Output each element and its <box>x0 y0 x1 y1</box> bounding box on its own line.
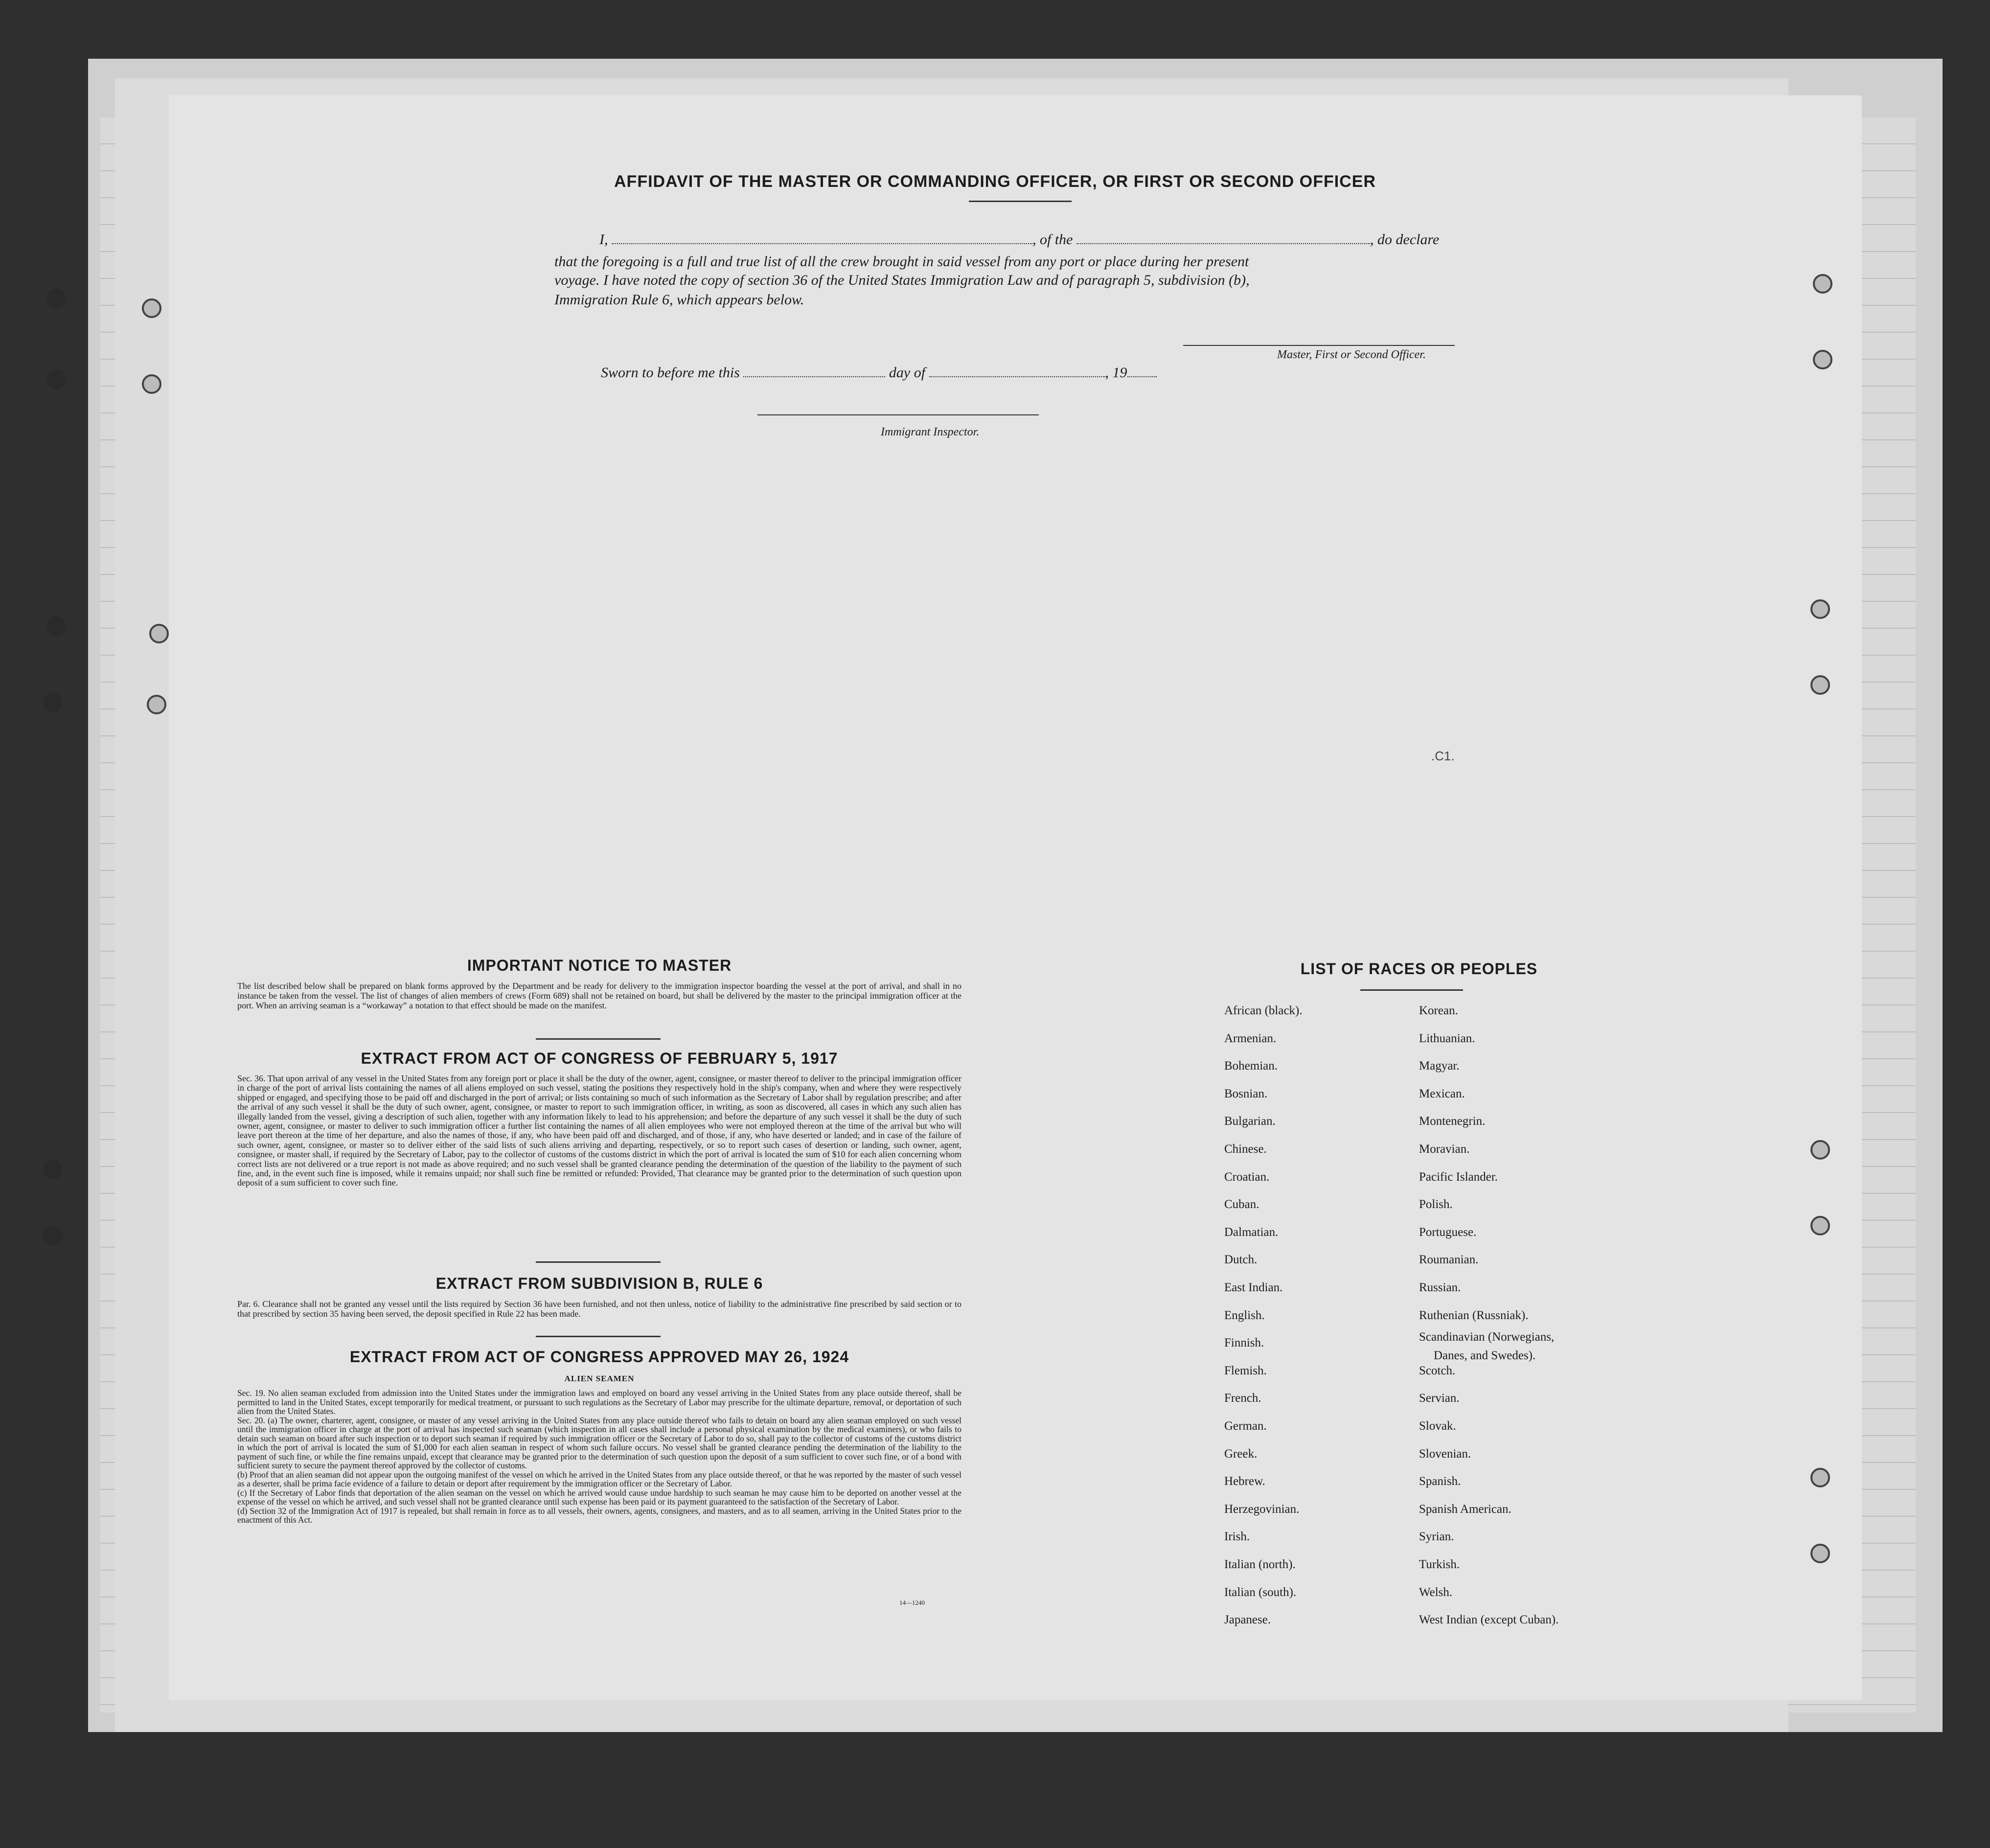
race-item: Lithuanian. <box>1419 1031 1475 1045</box>
form-number: 14—1240 <box>899 1599 925 1606</box>
race-item: Russian. <box>1419 1281 1461 1294</box>
race-item: Cuban. <box>1224 1198 1259 1211</box>
punch-hole <box>1810 1544 1830 1563</box>
punch-hole <box>1810 599 1830 619</box>
section-divider <box>536 1336 661 1337</box>
punch-hole <box>149 624 169 643</box>
affidavit-line-4: Immigration Rule 6, which appears below. <box>554 292 804 308</box>
race-item: Slovak. <box>1419 1419 1456 1433</box>
race-item: French. <box>1224 1392 1261 1405</box>
race-item: Welsh. <box>1419 1585 1453 1599</box>
race-item: Ruthenian (Russniak). <box>1419 1308 1529 1322</box>
race-item: Irish. <box>1224 1530 1250 1544</box>
race-item: Greek. <box>1224 1447 1258 1460</box>
race-item: Italian (north). <box>1224 1558 1296 1571</box>
vessel-blank[interactable] <box>1076 231 1370 244</box>
inspector-signature-line[interactable] <box>757 414 1039 415</box>
race-item: Polish. <box>1419 1198 1453 1211</box>
race-item: Flemish. <box>1224 1364 1267 1377</box>
race-item: Danes, and Swedes). <box>1434 1349 1536 1363</box>
sec-20c-paragraph: (c) If the Secretary of Labor finds that deportation of the alien seaman on the vessel on which he arrived would cause undue hardship to such seaman he may cause him to be deported on another vessel at the expense of the vessel on which he arrived, and such vessel shall not be granted clearance until such expense has been paid or its payment guaranteed to the satisfaction of the Secretary of Labor. <box>237 1487 961 1506</box>
name-blank[interactable] <box>612 231 1032 244</box>
race-item: Dutch. <box>1224 1253 1258 1267</box>
inspector-signature-label: Immigrant Inspector. <box>881 426 980 438</box>
extract-1924-title: EXTRACT FROM ACT OF CONGRESS APPROVED MAY 26, 1924 <box>349 1348 849 1366</box>
alien-seamen-subtitle: ALIEN SEAMEN <box>564 1374 635 1383</box>
punch-hole <box>142 298 161 318</box>
sec-20d-paragraph: (d) Section 32 of the Immigration Act of 1917 is repealed, but shall remain in force as to all vessels, their owners, agents, consignees, and masters, and as to all seamen, arriving in the United States prior to the enactment of this Act. <box>237 1506 961 1525</box>
race-item: Chinese. <box>1224 1142 1267 1156</box>
punch-hole <box>1813 274 1832 294</box>
race-item: Dalmatian. <box>1224 1225 1279 1239</box>
race-item: Spanish American. <box>1419 1502 1511 1516</box>
race-item: Roumanian. <box>1419 1253 1479 1267</box>
extract-rule6-title: EXTRACT FROM SUBDIVISION B, RULE 6 <box>435 1275 763 1292</box>
punch-hole <box>1813 350 1832 369</box>
sworn-year-blank[interactable] <box>1127 365 1157 377</box>
race-item: Japanese. <box>1224 1613 1271 1627</box>
race-item: African (black). <box>1224 1004 1303 1017</box>
races-title: LIST OF RACES OR PEOPLES <box>1300 960 1538 978</box>
affidavit-line-2: that the foregoing is a full and true list of all the crew brought in said vessel from any port or place during her present <box>554 253 1249 270</box>
race-item: Spanish. <box>1419 1475 1461 1488</box>
master-signature-line[interactable] <box>1183 345 1455 346</box>
race-item: English. <box>1224 1308 1265 1322</box>
race-item: East Indian. <box>1224 1281 1283 1294</box>
race-item: Turkish. <box>1419 1558 1460 1571</box>
extract-rule6-text: Par. 6. Clearance shall not be granted any vessel until the lists required by Section 36 have been furnished, and not then unless, notice of liability to the administrative fine prescribed by said section or to that prescribed by section 35 having been served, the deposit specified in Rule 22 has been made. <box>237 1299 961 1319</box>
notice-title: IMPORTANT NOTICE TO MASTER <box>467 957 732 974</box>
race-item: Scandinavian (Norwegians, <box>1419 1330 1555 1344</box>
punch-hole <box>43 692 63 712</box>
punch-hole <box>43 1226 63 1245</box>
race-item: Herzegovinian. <box>1224 1502 1300 1516</box>
race-item: Servian. <box>1419 1392 1460 1405</box>
race-item: Hebrew. <box>1224 1475 1265 1488</box>
title-underline <box>969 201 1072 202</box>
punch-hole <box>46 616 66 636</box>
extract-1924-body <box>237 1389 961 1525</box>
punch-hole <box>1810 1140 1830 1160</box>
punch-hole <box>1810 1216 1830 1235</box>
races-title-underline <box>1360 989 1463 991</box>
race-item: Italian (south). <box>1224 1585 1297 1599</box>
stray-mark: .C1. <box>1431 749 1455 763</box>
race-item: Montenegrin. <box>1419 1115 1486 1128</box>
affidavit-line-3: voyage. I have noted the copy of section 36 of the United States Immigration Law and of paragraph 5, subdivision (b), <box>554 272 1250 288</box>
sec-20a-paragraph: Sec. 20. (a) The owner, charterer, agent, consignee, or master of any vessel arriving in the United States from any place outside thereof who fails to detain on board any alien seaman employed on such vessel until the immigration officer in charge at the port of arrival has inspected such seaman (which inspection in all cases shall include a personal physical examination by the medical examiners), or who fails to detain such seaman on board after such inspection or to deport such seaman if required by such immigration officer or the Secretary of Labor to do so, shall pay to the collector of customs of the customs district in which the port of arrival is located the sum of $1,000 for each alien seaman in respect of whom such failure occurs. No vessel shall be granted clearance pending the determination of the liability to the payment of such fine, or while the fine remains unpaid, except that clearance may be granted prior to the determination of such question upon the deposit of a sum sufficient to cover such fine, or of a bond with sufficient surety to secure the payment thereof approved by the collector of customs. <box>237 1415 961 1470</box>
race-item: Bohemian. <box>1224 1059 1278 1073</box>
affidavit-title: AFFIDAVIT OF THE MASTER OR COMMANDING OFFICER, OR FIRST OR SECOND OFFICER <box>614 172 1376 191</box>
race-item: Syrian. <box>1419 1530 1454 1544</box>
race-item: Bulgarian. <box>1224 1115 1276 1128</box>
race-item: Croatian. <box>1224 1170 1270 1184</box>
extract-1917-text: Sec. 36. That upon arrival of any vessel in the United States from any foreign port or place it shall be the duty of the owner, agent, consignee, or master thereof to deliver to the principal immigration officer in charge of the port of arrival lists containing the names of all aliens employed on such vessel, stating the positions they respectively hold in the ship's company, when and where they were respectively shipped or engaged, and specifying those to be paid off and discharged in the port of arrival; or lists containing so much of such information as the Secretary of Labor shall by regulation prescribe; and after the arrival of any such vessel it shall be the duty of such owner, agent, consignee, or master to report to such immigration officer, in writing, as soon as discovered, all cases in which any such alien has illegally landed from the vessel, giving a description of such alien, together with any information likely to lead to his apprehension; and before the departure of any such vessel it shall be the duty of such owner, agent, consignee, or master to deliver to such immigration officer a further list containing the names of all alien employees who were not employed thereon at the time of the arrival but who will leave port thereon at the time of her departure, and also the names of those, if any, who have been paid off and discharged, and of those, if any, who have deserted or landed; and in case of the failure of such owner, agent, consignee, or master so to deliver either of the said lists of such aliens arriving and departing, respectively, or so to report such cases of desertion or landing, such owner, agent, consignee, or master shall, if required by the Secretary of Labor, pay to the collector of customs of the customs district in which the port of arrival is located the sum of $10 for each alien concerning whom correct lists are not delivered or a true report is not made as above required; and no such vessel shall be granted clearance pending the determination of the question of the liability to the payment of such fine, and, in the event such fine is imposed, while it remains unpaid; nor shall such fine be remitted or refunded: Provided, That clearance may be granted prior to the determination of such question upon deposit of a sum sufficient to cover such fine. <box>237 1073 961 1188</box>
notice-text: The list described below shall be prepared on blank forms approved by the Department and be ready for delivery to the immigration inspector boarding the vessel at the port of arrival, and shall in no instance be taken from the vessel. The list of changes of alien members of crews (Form 689) shall not be retained on board, but shall be delivered by the master to the principal immigration officer at the port. When an arriving seaman is a “workaway” a notation to that effect should be made on the manifest. <box>237 981 961 1010</box>
race-item: Mexican. <box>1419 1087 1465 1100</box>
punch-hole <box>142 374 161 394</box>
master-signature-label: Master, First or Second Officer. <box>1277 348 1426 361</box>
race-item: West Indian (except Cuban). <box>1419 1613 1559 1627</box>
sworn-day-blank[interactable] <box>743 365 885 377</box>
extract-1917-title: EXTRACT FROM ACT OF CONGRESS OF FEBRUARY 5, 1917 <box>361 1049 838 1067</box>
race-item: German. <box>1224 1419 1267 1433</box>
race-item: Finnish. <box>1224 1336 1264 1350</box>
punch-hole <box>1810 1468 1830 1487</box>
punch-hole <box>46 369 66 389</box>
sworn-line: Sworn to before me this day of , 19 <box>601 363 1237 383</box>
race-item: Pacific Islander. <box>1419 1170 1498 1184</box>
punch-hole <box>1810 675 1830 695</box>
sec-20b-paragraph: (b) Proof that an alien seaman did not appear upon the outgoing manifest of the vessel on which he arrived in the United States from any place outside thereof, or that he was reported by the master of such vessel as a deserter, shall be prima facie evidence of a failure to detain or deport after requirement by the immigration officer or the Secretary of Labor. <box>237 1469 961 1488</box>
race-item: Magyar. <box>1419 1059 1460 1073</box>
sworn-month-blank[interactable] <box>929 365 1105 377</box>
race-item: Korean. <box>1419 1004 1458 1017</box>
punch-hole <box>46 289 66 308</box>
affidavit-line-1: I, , of the , do declare <box>599 231 1440 248</box>
race-item: Portuguese. <box>1419 1225 1477 1239</box>
race-item: Moravian. <box>1419 1142 1470 1156</box>
section-divider <box>536 1038 661 1040</box>
race-item: Scotch. <box>1419 1364 1456 1377</box>
race-item: Bosnian. <box>1224 1087 1268 1100</box>
sec-19-paragraph: Sec. 19. No alien seaman excluded from admission into the United States under the immigration laws and employed on board any vessel arriving in the United States from any place outside thereof, shall be permitted to land in the United States, except temporarily for medical treatment, or pursuant to such regulations as the Secretary of Labor may prescribe for the ultimate departure, removal, or deportation of such alien from the United States. <box>237 1388 961 1416</box>
race-item: Slovenian. <box>1419 1447 1471 1460</box>
punch-hole <box>147 695 166 714</box>
race-item: Armenian. <box>1224 1031 1277 1045</box>
punch-hole <box>43 1160 63 1179</box>
section-divider <box>536 1261 661 1263</box>
